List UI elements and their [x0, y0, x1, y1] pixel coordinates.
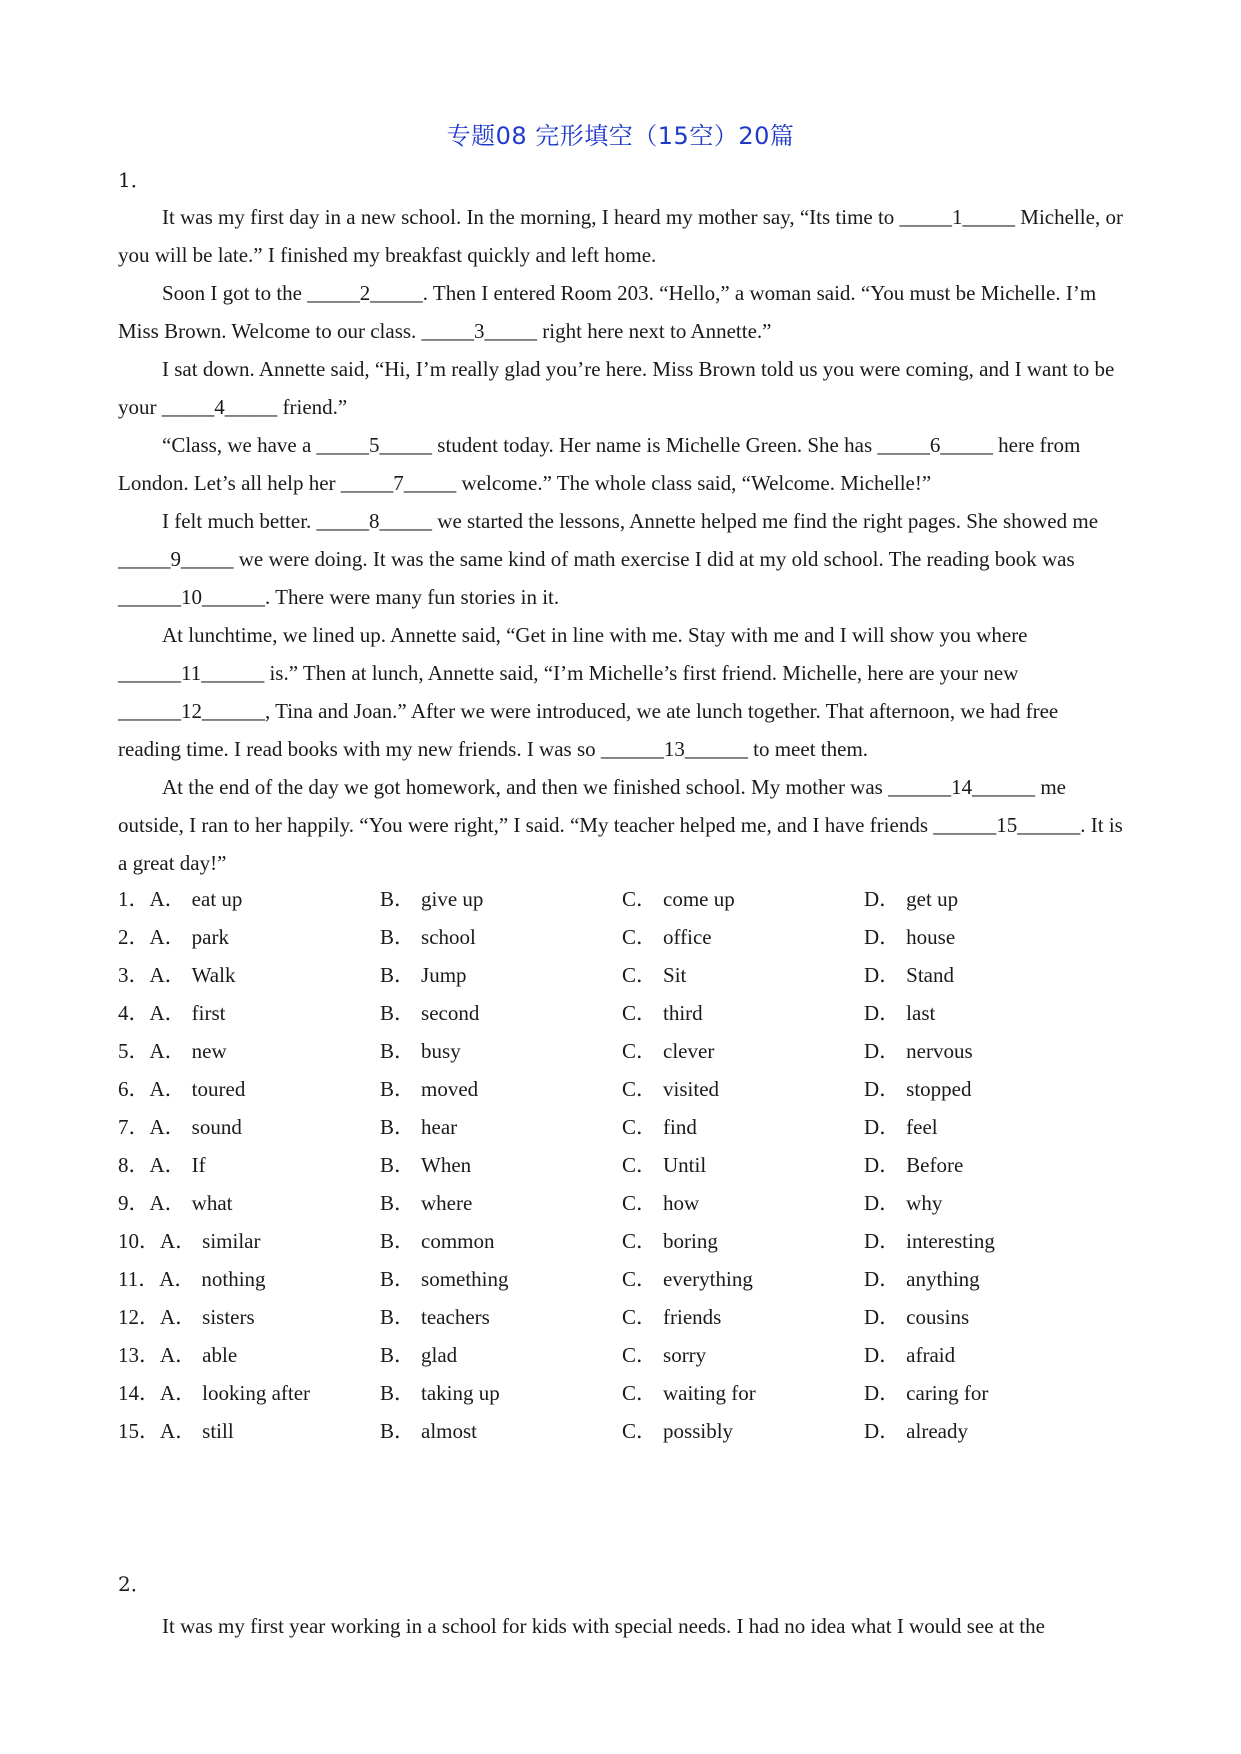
option-a-text: sisters — [202, 1305, 255, 1329]
option-d-text: already — [906, 1419, 968, 1443]
option-d — [864, 1336, 955, 1374]
option-c-text: office — [663, 925, 712, 949]
option-a-text: first — [191, 1001, 226, 1025]
option-d — [864, 1412, 968, 1450]
option-a — [118, 956, 235, 994]
option-c-label: C． — [622, 1381, 658, 1405]
option-b-text: almost — [421, 1419, 478, 1443]
option-b-label: B． — [380, 1001, 416, 1025]
option-c — [622, 1260, 753, 1298]
option-a-label: 6．A． — [118, 1077, 186, 1101]
option-c-text: third — [663, 1001, 703, 1025]
option-b-text: school — [421, 925, 476, 949]
option-a-text: If — [191, 1153, 206, 1177]
option-c-label: C． — [622, 1191, 658, 1215]
option-row — [118, 1412, 1123, 1450]
option-a-label: 3．A． — [118, 963, 186, 987]
option-a-label: 8．A． — [118, 1153, 186, 1177]
option-a — [118, 1032, 227, 1070]
option-c — [622, 1412, 733, 1450]
option-a-text: still — [202, 1419, 234, 1443]
option-d — [864, 1146, 963, 1184]
option-a-label: 7．A． — [118, 1115, 186, 1139]
option-d-text: why — [906, 1191, 943, 1215]
option-b-text: where — [421, 1191, 473, 1215]
option-row — [118, 880, 1123, 918]
option-a-label: 2．A． — [118, 925, 186, 949]
option-a — [118, 994, 226, 1032]
option-a — [118, 1108, 242, 1146]
option-b-label: B． — [380, 1153, 416, 1177]
option-a — [118, 1222, 261, 1260]
question-1-passage — [118, 198, 1123, 882]
option-c-text: clever — [663, 1039, 715, 1063]
question-2-number: 2． — [118, 1572, 151, 1596]
option-d-text: stopped — [906, 1077, 972, 1101]
option-b-text: common — [421, 1229, 495, 1253]
option-a — [118, 918, 229, 956]
option-c-text: Sit — [663, 963, 687, 987]
option-d — [864, 956, 954, 994]
option-a — [118, 880, 242, 918]
option-d-text: house — [906, 925, 956, 949]
option-b-label: B． — [380, 1039, 416, 1063]
option-row — [118, 956, 1123, 994]
option-a — [118, 1070, 245, 1108]
option-c-text: find — [663, 1115, 697, 1139]
option-d-text: get up — [906, 887, 959, 911]
option-b-text: Jump — [421, 963, 467, 987]
option-a-label: 12．A． — [118, 1305, 197, 1329]
option-row — [118, 918, 1123, 956]
passage-paragraph: It was my first day in a new school. In the morning, I heard my mother say, “Its time to _____1_____ Michelle, or you will be late.” I finished my breakfast quickly and left home. — [118, 205, 1123, 267]
option-c-text: come up — [663, 887, 735, 911]
option-c-label: C． — [622, 1153, 658, 1177]
option-a — [118, 1146, 206, 1184]
option-d-label: D． — [864, 1229, 901, 1253]
option-d — [864, 1032, 973, 1070]
option-a-label: 15．A． — [118, 1419, 197, 1443]
option-b — [380, 1108, 457, 1146]
option-b — [380, 1336, 457, 1374]
option-a — [118, 1298, 255, 1336]
option-b-label: B． — [380, 963, 416, 987]
option-a-label: 11．A． — [118, 1267, 196, 1291]
option-a-label: 1．A． — [118, 887, 186, 911]
option-a — [118, 1336, 237, 1374]
option-c — [622, 956, 686, 994]
option-c-label: C． — [622, 1077, 658, 1101]
option-c-label: C． — [622, 1001, 658, 1025]
option-d — [864, 1222, 995, 1260]
option-d-label: D． — [864, 1343, 901, 1367]
option-b-label: B． — [380, 925, 416, 949]
option-b-text: busy — [421, 1039, 461, 1063]
passage-paragraph: It was my first year working in a school for kids with special needs. I had no idea what I would see at the — [162, 1614, 1045, 1638]
option-d-text: Stand — [906, 963, 955, 987]
option-c-text: friends — [663, 1305, 722, 1329]
option-b — [380, 1184, 472, 1222]
option-b-text: teachers — [421, 1305, 490, 1329]
option-b-label: B． — [380, 1267, 416, 1291]
option-b-text: second — [421, 1001, 480, 1025]
option-c-text: waiting for — [663, 1381, 756, 1405]
option-a-text: similar — [202, 1229, 261, 1253]
option-d-text: Before — [906, 1153, 964, 1177]
option-b-text: glad — [421, 1343, 458, 1367]
option-c — [622, 1336, 706, 1374]
option-c — [622, 918, 712, 956]
option-d — [864, 994, 935, 1032]
option-d-label: D． — [864, 925, 901, 949]
option-a-label: 10．A． — [118, 1229, 197, 1253]
option-b-label: B． — [380, 1305, 416, 1329]
option-c — [622, 1374, 756, 1412]
option-b-label: B． — [380, 1381, 416, 1405]
option-b-text: When — [421, 1153, 472, 1177]
option-b — [380, 1070, 478, 1108]
option-a-label: 13．A． — [118, 1343, 197, 1367]
option-b — [380, 1222, 495, 1260]
option-d — [864, 1298, 969, 1336]
option-b-label: B． — [380, 1419, 416, 1443]
option-a-text: Walk — [191, 963, 236, 987]
passage-paragraph: At the end of the day we got homework, and then we finished school. My mother was ______14______ me outside, I ran to her happily. “You were right,” I said. “My teacher helped me, and I have friends ______15______. It is a great day!” — [118, 775, 1123, 875]
option-row — [118, 1298, 1123, 1336]
option-c-label: C． — [622, 887, 658, 911]
question-1-options — [118, 880, 1123, 1450]
option-b — [380, 1146, 471, 1184]
option-a-label: 14．A． — [118, 1381, 197, 1405]
option-b — [380, 1032, 461, 1070]
option-b — [380, 1260, 509, 1298]
option-b — [380, 1412, 477, 1450]
question-2-passage — [118, 1607, 1123, 1645]
option-b — [380, 994, 479, 1032]
question-1-number: 1． — [118, 168, 151, 192]
option-d — [864, 918, 955, 956]
passage-paragraph: I sat down. Annette said, “Hi, I’m really glad you’re here. Miss Brown told us you were coming, and I want to be your _____4_____ friend.” — [118, 357, 1115, 419]
option-a — [118, 1260, 266, 1298]
option-b-text: moved — [421, 1077, 479, 1101]
option-d-text: interesting — [906, 1229, 995, 1253]
option-c-label: C． — [622, 1115, 658, 1139]
option-row — [118, 1146, 1123, 1184]
option-b-label: B． — [380, 1077, 416, 1101]
option-d — [864, 1260, 980, 1298]
option-a-text: looking after — [202, 1381, 311, 1405]
option-b — [380, 956, 467, 994]
option-b — [380, 880, 483, 918]
option-c-label: C． — [622, 1039, 658, 1063]
option-d-label: D． — [864, 1305, 901, 1329]
option-b — [380, 1298, 490, 1336]
option-d-label: D． — [864, 1115, 901, 1139]
option-row — [118, 1336, 1123, 1374]
option-row — [118, 1260, 1123, 1298]
option-c-label: C． — [622, 925, 658, 949]
option-c — [622, 1184, 699, 1222]
option-c-text: Until — [663, 1153, 707, 1177]
option-a-label: 9．A． — [118, 1191, 186, 1215]
option-c-text: visited — [663, 1077, 720, 1101]
option-c-label: C． — [622, 1419, 658, 1443]
option-row — [118, 1070, 1123, 1108]
option-d — [864, 1184, 942, 1222]
option-c-text: sorry — [663, 1343, 707, 1367]
option-c-label: C． — [622, 1229, 658, 1253]
option-d — [864, 1374, 988, 1412]
option-d-text: last — [906, 1001, 936, 1025]
option-a — [118, 1374, 310, 1412]
option-c-label: C． — [622, 1267, 658, 1291]
option-d-text: feel — [906, 1115, 938, 1139]
option-a-text: toured — [191, 1077, 246, 1101]
option-row — [118, 1374, 1123, 1412]
option-c — [622, 1032, 714, 1070]
option-c — [622, 1070, 719, 1108]
option-a-text: new — [191, 1039, 227, 1063]
option-row — [118, 1184, 1123, 1222]
option-b-text: taking up — [421, 1381, 500, 1405]
option-b-text: hear — [421, 1115, 458, 1139]
passage-paragraph: At lunchtime, we lined up. Annette said, “Get in line with me. Stay with me and I will show you where ______11______ is.” Then at lunch, Annette said, “I’m Michelle’s first friend. Michelle, here are your new ______12______, Tina and Joan.” After we were introduced, we ate lunch together. That afternoon, we had free reading time. I read books with my new friends. I was so ______13______ to meet them. — [118, 623, 1059, 761]
option-c — [622, 1298, 721, 1336]
option-d-label: D． — [864, 1077, 901, 1101]
option-b — [380, 918, 476, 956]
option-a-text: able — [202, 1343, 238, 1367]
option-c-text: boring — [663, 1229, 718, 1253]
option-b-text: something — [421, 1267, 509, 1291]
passage-paragraph: Soon I got to the _____2_____. Then I entered Room 203. “Hello,” a woman said. “You must be Michelle. I’m Miss Brown. Welcome to our class. _____3_____ right here next to Annette.” — [118, 281, 1097, 343]
option-c-text: everything — [663, 1267, 753, 1291]
option-d-text: nervous — [906, 1039, 973, 1063]
option-b — [380, 1374, 500, 1412]
option-a-text: nothing — [201, 1267, 266, 1291]
option-d-label: D． — [864, 1001, 901, 1025]
option-row — [118, 1222, 1123, 1260]
option-d-label: D． — [864, 1191, 901, 1215]
passage-paragraph: I felt much better. _____8_____ we started the lessons, Annette helped me find the right pages. She showed me _____9_____ we were doing. It was the same kind of math exercise I did at my old school. The reading book was ______10______. There were many fun stories in it. — [118, 509, 1099, 609]
option-a-label: 5．A． — [118, 1039, 186, 1063]
option-d — [864, 1108, 938, 1146]
option-c — [622, 1222, 718, 1260]
option-d-text: afraid — [906, 1343, 956, 1367]
option-c-text: how — [663, 1191, 700, 1215]
option-c — [622, 1108, 697, 1146]
option-c — [622, 880, 735, 918]
passage-paragraph: “Class, we have a _____5_____ student today. Her name is Michelle Green. She has _____6_____ here from London. Let’s all help her _____7_____ welcome.” The whole class said, “Welcome. Michelle!” — [118, 433, 1081, 495]
option-d-label: D． — [864, 887, 901, 911]
option-b-label: B． — [380, 1229, 416, 1253]
option-c — [622, 1146, 706, 1184]
option-d-label: D． — [864, 963, 901, 987]
option-d-text: caring for — [906, 1381, 989, 1405]
option-b-label: B． — [380, 1115, 416, 1139]
option-a-label: 4．A． — [118, 1001, 186, 1025]
option-b-label: B． — [380, 887, 416, 911]
option-a-text: what — [191, 1191, 233, 1215]
option-c-label: C． — [622, 963, 658, 987]
option-b-label: B． — [380, 1343, 416, 1367]
page-title: 专题08 完形填空（15空）20篇 — [446, 122, 795, 150]
option-d-label: D． — [864, 1153, 901, 1177]
option-row — [118, 1108, 1123, 1146]
option-c — [622, 994, 703, 1032]
option-row — [118, 1032, 1123, 1070]
option-d-label: D． — [864, 1267, 901, 1291]
option-b-text: give up — [421, 887, 484, 911]
option-d-text: anything — [906, 1267, 980, 1291]
option-d-text: cousins — [906, 1305, 970, 1329]
option-d — [864, 1070, 972, 1108]
option-a-text: eat up — [191, 887, 243, 911]
option-row — [118, 994, 1123, 1032]
option-a-text: park — [191, 925, 229, 949]
option-d — [864, 880, 958, 918]
option-a — [118, 1184, 233, 1222]
option-c-text: possibly — [663, 1419, 734, 1443]
option-b-label: B． — [380, 1191, 416, 1215]
option-c-label: C． — [622, 1305, 658, 1329]
option-c-label: C． — [622, 1343, 658, 1367]
option-d-label: D． — [864, 1039, 901, 1063]
option-d-label: D． — [864, 1381, 901, 1405]
option-a-text: sound — [191, 1115, 242, 1139]
option-d-label: D． — [864, 1419, 901, 1443]
option-a — [118, 1412, 234, 1450]
